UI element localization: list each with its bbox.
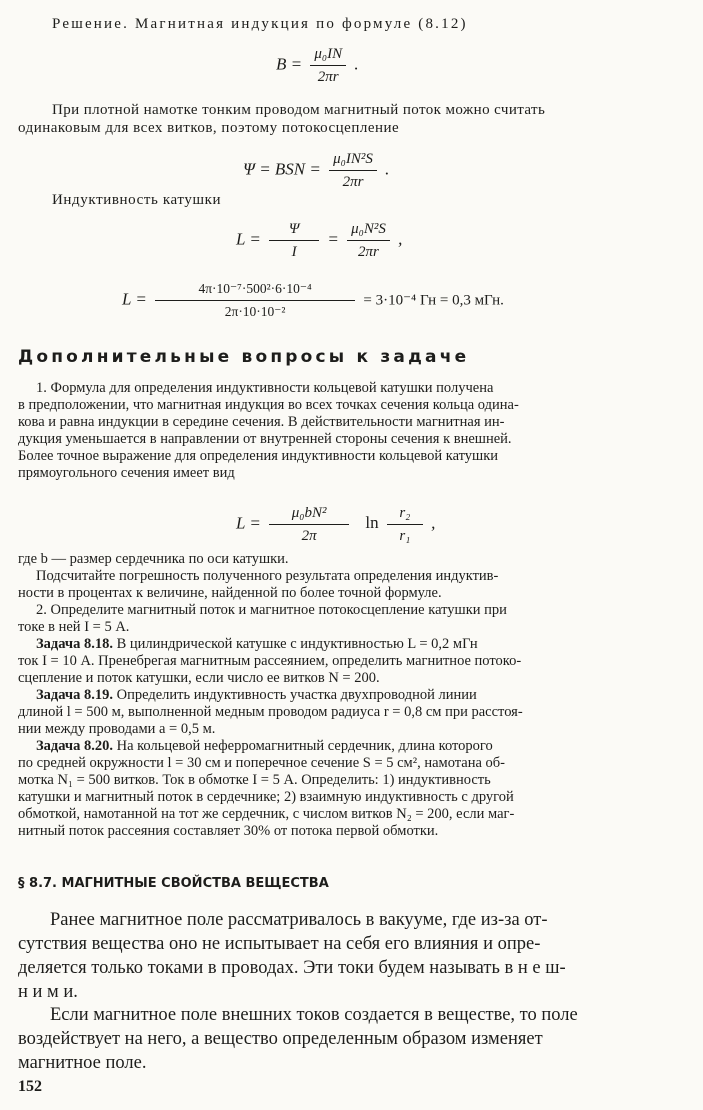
formula-b-tail: . <box>354 54 359 74</box>
task-label: Задача 8.18. <box>36 636 113 652</box>
formula-l3 <box>236 504 435 545</box>
paragraph-line: ток I = 10 А. Пренебрегая магнитным рассеянием, определить магнитное потоко- <box>18 653 522 669</box>
solution-intro: Решение. Магнитная индукция по формуле (8.12) <box>52 16 468 32</box>
paragraph-line: длиной l = 500 м, выполненной медным проводом радиуса r = 0,8 см при расстоя- <box>18 704 523 720</box>
paragraph-line: Подсчитайте погрешность полученного результата определения индуктив- <box>36 568 499 584</box>
formula-psi-tail: . <box>385 159 390 179</box>
formula-l3-ln: ln <box>365 513 379 533</box>
formula-l2-lhs: L = <box>122 289 147 309</box>
formula-l2 <box>122 280 504 321</box>
formula-l1-num1: Ψ <box>269 220 319 241</box>
formula-b-lhs: B = <box>276 54 303 74</box>
inductance-label: Индуктивность катушки <box>52 192 222 208</box>
paragraph-line: ности в процентах к величине, найденной по более точной формуле. <box>18 585 442 601</box>
formula-l2-numerator: 4π·10⁻⁷·500²·6·10⁻⁴ <box>155 280 355 301</box>
task-text: Определить индуктивность участка двухпроводной линии <box>116 687 477 703</box>
paragraph-line: воздействует на него, а вещество определенным образом изменяет <box>18 1029 543 1049</box>
formula-l1-lhs: L = <box>236 229 261 249</box>
formula-l3-lhs: L = <box>236 513 261 533</box>
paragraph-line: катушки и магнитный поток в сердечнике; 2) взаимную индуктивность с другой <box>18 789 514 805</box>
formula-l1-tail: , <box>398 229 403 249</box>
formula-l3-tail: , <box>431 513 436 533</box>
task-8-20 <box>36 737 493 755</box>
formula-l1-eq: = <box>327 229 339 249</box>
section-heading: Дополнительные вопросы к задаче <box>18 347 470 367</box>
paragraph-line: Ранее магнитное поле рассматривалось в вакууме, где из-за от- <box>50 910 548 930</box>
paragraph-line: сутствия вещества оно не испытывает на себя его влияния и опре- <box>18 934 541 954</box>
paragraph-line: нитный поток рассеяния составляет 30% от потока первой обмотки. <box>18 823 439 839</box>
paragraph-line: нии между проводами a = 0,5 м. <box>18 721 216 737</box>
task-8-19 <box>36 686 477 704</box>
paragraph-line: по средней окружности l = 30 см и поперечное сечение S = 5 см², намотана об- <box>18 755 505 771</box>
formula-l3-num2: r₂ <box>387 504 423 525</box>
formula-b <box>276 45 359 86</box>
paragraph-line: Более точное выражение для определения индуктивности кольцевой катушки <box>18 448 499 464</box>
formula-l3-denominator: 2π <box>301 528 317 544</box>
formula-psi-lhs: Ψ = BSN = <box>243 159 321 179</box>
paragraph-line: обмоткой, намотанной на тот же сердечник, с числом витков N₂ = 200, если маг- <box>18 806 515 822</box>
paragraph-line: 2. Определите магнитный поток и магнитное потокосцепление катушки при <box>36 602 507 618</box>
paragraph-line: где b — размер сердечника по оси катушки. <box>18 551 289 567</box>
page-number: 152 <box>18 1078 42 1095</box>
paragraph-line: в предположении, что магнитная индукция во всех точках сечения кольца одина- <box>18 397 519 413</box>
formula-l1-den1: I <box>291 244 297 260</box>
section-title: § 8.7. МАГНИТНЫЕ СВОЙСТВА ВЕЩЕСТВА <box>18 876 329 891</box>
paragraph-line: Если магнитное поле внешних токов создается в веществе, то поле <box>50 1005 578 1025</box>
formula-b-numerator: μ₀IN <box>310 45 346 66</box>
task-label: Задача 8.20. <box>36 738 113 754</box>
task-text: На кольцевой неферромагнитный сердечник, длина которого <box>116 738 493 754</box>
paragraph-line: токе в ней I = 5 А. <box>18 619 130 635</box>
task-label: Задача 8.19. <box>36 687 113 703</box>
paragraph-line: мотка N₁ = 500 витков. Ток в обмотке I = 5 А. Определить: 1) индуктивность <box>18 772 491 788</box>
formula-l1 <box>236 220 402 261</box>
paragraph-line: н и м и. <box>18 982 78 1002</box>
task-text: В цилиндрической катушке с индуктивностью L = 0,2 мГн <box>116 636 478 652</box>
formula-l2-result: = 3·10⁻⁴ Гн = 0,3 мГн. <box>363 292 504 309</box>
formula-b-denominator: 2πr <box>317 69 339 85</box>
paragraph-line: дукция уменьшается в направлении от внутренней стороны сечения к внешней. <box>18 431 512 447</box>
paragraph-line: прямоугольного сечения имеет вид <box>18 465 235 481</box>
formula-l1-num2: μ₀N²S <box>347 220 390 241</box>
formula-l2-denominator: 2π·10·10⁻² <box>224 304 286 319</box>
task-8-18 <box>36 635 478 653</box>
paragraph-line: 1. Формула для определения индуктивности кольцевой катушки получена <box>36 380 494 396</box>
paragraph-line: кова и равна индукции в середине сечения. В действительности магнитная ин- <box>18 414 505 430</box>
paragraph-line: одинаковым для всех витков, поэтому потокосцепление <box>18 120 400 136</box>
formula-psi-denominator: 2πr <box>342 174 364 190</box>
paragraph-line: сцепление и поток катушки, если число ее витков N = 200. <box>18 670 380 686</box>
formula-l3-den2: r₁ <box>399 528 411 544</box>
formula-psi <box>243 150 389 191</box>
paragraph-line: деляется только токами в проводах. Эти токи будем называть в н е ш- <box>18 958 566 978</box>
formula-l3-numerator: μ₀bN² <box>269 504 349 525</box>
formula-psi-numerator: μ₀IN²S <box>329 150 377 171</box>
paragraph-line: магнитное поле. <box>18 1053 147 1073</box>
paragraph-line: При плотной намотке тонким проводом магнитный поток можно считать <box>52 102 546 118</box>
formula-l1-den2: 2πr <box>358 244 379 260</box>
